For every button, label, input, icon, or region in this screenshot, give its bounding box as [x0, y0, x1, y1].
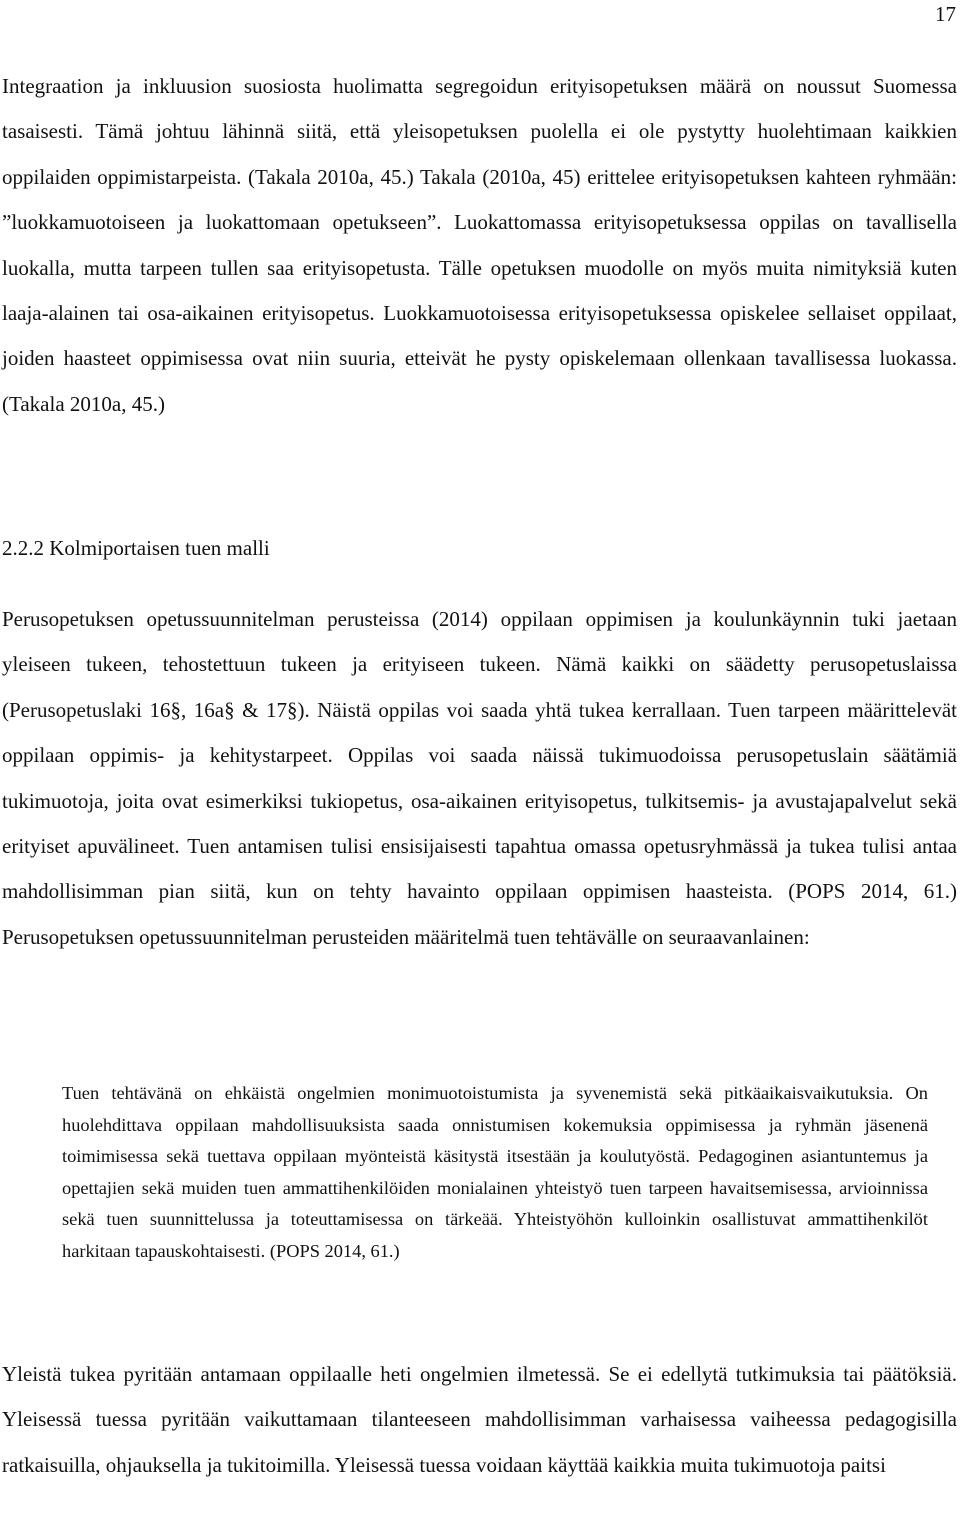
body-paragraph: Integraation ja inkluusion suosiosta huolimatta segregoidun erityisopetuksen määrä on noussut Suomessa tasaisesti. Tämä johtuu lähinnä siitä, että yleisopetuksen puolella ei ole pystytty huolehtimaan kaikkien oppilaiden oppimistarpeista. (Takala 2010a, 45.) Takala (2010a, 45) erittelee erityisopetuksen kahteen ryhmään: ”luokkamuotoiseen ja luokattomaan opetukseen”. Luokattomassa erityisopetuksessa oppilas on tavallisella luokalla, mutta tarpeen tullen saa erityisopetusta. Tälle opetuksen muodolle on myös muita nimityksiä kuten laaja-alainen tai osa-aikainen erityisopetus. Luokkamuotoisessa erityisopetuksessa opiskelee sellaiset oppilaat, joiden haasteet oppimisessa ovat niin suuria, etteivät he pysty opiskelemaan ollenkaan tavallisessa luokassa. (Takala 2010a, 45.) — [2, 74, 957, 416]
page-number: 17 — [935, 2, 956, 26]
body-paragraph: Perusopetuksen opetussuunnitelman perusteissa (2014) oppilaan oppimisen ja koulunkäynnin tuki jaetaan yleiseen tukeen, tehostettuun tukeen ja erityiseen tukeen. Nämä kaikki on säädetty perusopetuslaissa (Perusopetuslaki 16§, 16a§ & 17§). Näistä oppilas voi saada yhtä tukea kerrallaan. Tuen tarpeen määrittelevät oppilaan oppimis- ja kehitystarpeet. Oppilas voi saada näissä tukimuodoissa perusopetuslain säätämiä tukimuotoja, joita ovat esimerkiksi tukiopetus, osa-aikainen erityisopetus, tulkitsemis- ja avustajapalvelut sekä erityiset apuvälineet. Tuen antamisen tulisi ensisijaisesti tapahtua omassa opetusryhmässä ja tukea tulisi antaa mahdollisimman pian siitä, kun on tehty havainto oppilaan oppimisen haasteista. (POPS 2014, 61.) Perusopetuksen opetussuunnitelman perusteiden määritelmä tuen tehtävälle on seuraavanlainen: — [2, 607, 957, 949]
section-heading: 2.2.2 Kolmiportaisen tuen malli — [2, 536, 270, 560]
block-quote: Tuen tehtävänä on ehkäistä ongelmien monimuotoistumista ja syvenemistä sekä pitkäaikaisvaikutuksia. On huolehdittava oppilaan mahdollisuuksista saada onnistumisen kokemuksia oppimisessa ja ryhmän jäsenenä toimimisessa sekä tuettava oppilaan myönteistä käsitystä itsestään ja koulutyöstä. Pedagoginen asiantuntemus ja opettajien sekä muiden tuen ammattihenkilöiden monialainen yhteistyö tuen tarpeen havaitsemisessa, arvioinnissa sekä tuen suunnittelussa ja toteuttamisessa on tärkeää. Yhteistyöhön kulloinkin osallistuvat ammattihenkilöt harkitaan tapauskohtaisesti. (POPS 2014, 61.) — [62, 1083, 928, 1261]
body-paragraph: Yleistä tukea pyritään antamaan oppilaalle heti ongelmien ilmetessä. Se ei edellytä tutkimuksia tai päätöksiä. Yleisessä tuessa pyritään vaikuttamaan tilanteeseen mahdollisimman varhaisessa vaiheessa pedagogisilla ratkaisuilla, ohjauksella ja tukitoimilla. Yleisessä tuessa voidaan käyttää kaikkia muita tukimuotoja paitsi — [2, 1362, 957, 1477]
